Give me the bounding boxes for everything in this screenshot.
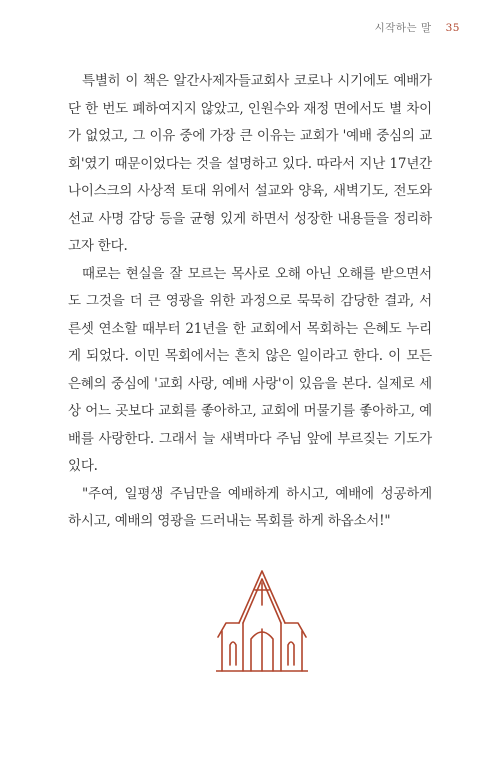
paragraph: 때로는 현실을 잘 모르는 목사로 오해 아닌 오해를 받으면서도 그것을 더 큰 영광을 위한 과정으로 묵묵히 감당한 결과, 서른셋 연소할 때부터 21년을 한 교회에서 목회하는 은혜도 누리게 되었다. 이민 목회에서는 흔치 않은 일이라고 한다. 이 모든 은혜의 중심에 '교회 사랑, 예배 사랑'이 있음을 본다. 실제로 세상 어느 곳보다 교회를 좋아하고, 교회에 머물기를 좋아하고, 예배를 사랑한다. 그래서 늘 새벽마다 주님 앞에 부르짖는 기도가 있다. — [68, 265, 432, 474]
church-icon — [216, 565, 308, 677]
paragraph: "주여, 일평생 주님만을 예배하게 하시고, 예배에 성공하게 하시고, 예배의 영광을 드러내는 목회를 하게 하옵소서!" — [68, 485, 432, 529]
page-number: 35 — [445, 22, 460, 34]
running-head — [375, 20, 460, 35]
body-text — [68, 68, 432, 536]
chapter-title: 시작하는 말 — [374, 22, 432, 34]
paragraph: 특별히 이 책은 알간사제자들교회사 코로나 시기에도 예배가 단 한 번도 폐하여지지 않았고, 인원수와 재정 면에서도 별 차이가 없었고, 그 이유 중에 가장 큰 이유는 교회가 '예배 중심의 교회'였기 때문이었다는 것을 설명하고 있다. 따라서 지난 17년간 나이스크의 사상적 토대 위에서 설교와 양육, 새벽기도, 전도와 선교 사명 감당 등을 균형 있게 하면서 성장한 내용들을 정리하고자 한다. — [68, 73, 432, 254]
